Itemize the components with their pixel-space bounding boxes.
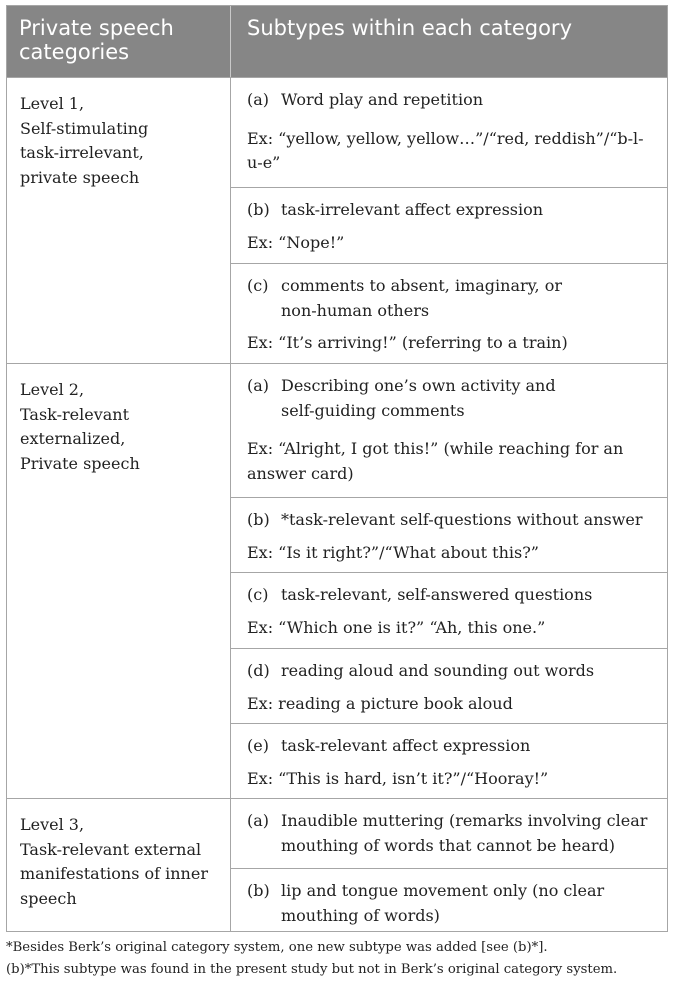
subtype-example: Ex: “Is it right?”/“What about this?” bbox=[247, 542, 539, 562]
subtype-letter: (b) bbox=[247, 510, 270, 529]
subtype-cell bbox=[231, 364, 667, 497]
level-3-label-line: speech bbox=[20, 888, 77, 908]
level-1-row bbox=[7, 77, 667, 363]
subtype-example: Ex: “yellow, yellow, yellow…”/“red, reddish”/“b-l-u-e” bbox=[247, 128, 644, 172]
subtype-text: comments to absent, imaginary, or non-human others bbox=[281, 276, 562, 320]
subtype-text: Inaudible muttering (remarks involving clear mouthing of words that cannot be heard) bbox=[281, 811, 648, 855]
subtype-cell bbox=[231, 263, 667, 363]
subtype-text: *task-relevant self-questions without answer bbox=[281, 510, 643, 529]
private-speech-table bbox=[6, 5, 668, 932]
subtype-cell bbox=[231, 723, 667, 798]
subtype-cell bbox=[231, 868, 667, 931]
level-3-label bbox=[7, 799, 230, 931]
subtype-text: task-irrelevant affect expression bbox=[281, 200, 544, 219]
table-footnotes bbox=[6, 937, 670, 981]
footnote-2: (b)*This subtype was found in the present study but not in Berk’s original category system. bbox=[6, 962, 618, 977]
table-header bbox=[7, 6, 667, 77]
level-1-label bbox=[7, 78, 230, 363]
subtype-cell bbox=[231, 497, 667, 572]
subtype-example: Ex: reading a picture book aloud bbox=[247, 693, 513, 713]
level-3-label-line: manifestations of inner bbox=[20, 864, 208, 883]
subtype-example: Ex: “Which one is it?” “Ah, this one.” bbox=[247, 617, 546, 637]
subtype-cell bbox=[231, 78, 667, 187]
level-3-label-line: Level 3, bbox=[20, 815, 85, 834]
level-3-subtypes bbox=[230, 799, 667, 931]
subtype-text: Describing one’s own activity and self-guiding comments bbox=[281, 376, 556, 420]
subtype-text: task-relevant, self-answered questions bbox=[281, 585, 593, 604]
subtype-letter: (b) bbox=[247, 881, 270, 900]
subtype-letter: (a) bbox=[247, 90, 270, 109]
subtype-example: Ex: “Nope!” bbox=[247, 232, 345, 252]
header-subtypes: Subtypes within each category bbox=[230, 6, 667, 77]
level-2-label-line: externalized, bbox=[20, 429, 126, 448]
level-3-label-line: Task-relevant external bbox=[20, 839, 202, 859]
subtype-text: Word play and repetition bbox=[281, 90, 484, 109]
subtype-cell bbox=[231, 648, 667, 723]
subtype-text: task-relevant affect expression bbox=[281, 736, 531, 755]
level-2-row bbox=[7, 363, 667, 798]
level-2-subtypes bbox=[230, 364, 667, 798]
subtype-letter: (a) bbox=[247, 811, 270, 830]
subtype-text: reading aloud and sounding out words bbox=[281, 661, 595, 680]
level-1-label-line: Level 1, bbox=[20, 94, 85, 113]
subtype-letter: (e) bbox=[247, 736, 269, 755]
subtype-letter: (b) bbox=[247, 200, 270, 219]
subtype-letter: (c) bbox=[247, 585, 269, 604]
level-1-subtypes bbox=[230, 78, 667, 363]
level-1-label-line: Self-stimulating bbox=[20, 118, 149, 138]
header-categories: Private speech categories bbox=[19, 16, 174, 64]
level-1-label-line: private speech bbox=[20, 167, 140, 187]
subtype-letter: (c) bbox=[247, 276, 269, 295]
subtype-example: Ex: “This is hard, isn’t it?”/“Hooray!” bbox=[247, 768, 549, 788]
subtype-letter: (d) bbox=[247, 661, 270, 680]
level-2-label-line: Task-relevant bbox=[20, 404, 130, 424]
subtype-text: lip and tongue movement only (no clear mouthing of words) bbox=[281, 881, 605, 925]
level-3-row bbox=[7, 798, 667, 931]
level-2-label-line: Level 2, bbox=[20, 380, 85, 399]
subtype-example: Ex: “Alright, I got this!” (while reaching for an answer card) bbox=[247, 439, 624, 483]
subtype-cell bbox=[231, 572, 667, 648]
level-2-label bbox=[7, 364, 230, 798]
footnote-1: *Besides Berk’s original category system, one new subtype was added [see (b)*]. bbox=[6, 940, 548, 955]
subtype-letter: (a) bbox=[247, 376, 270, 395]
level-1-label-line: task-irrelevant, bbox=[20, 143, 144, 162]
subtype-example: Ex: “It’s arriving!” (referring to a train) bbox=[247, 333, 568, 352]
subtype-cell bbox=[231, 799, 667, 868]
level-2-label-line: Private speech bbox=[20, 453, 140, 473]
subtype-cell bbox=[231, 187, 667, 263]
